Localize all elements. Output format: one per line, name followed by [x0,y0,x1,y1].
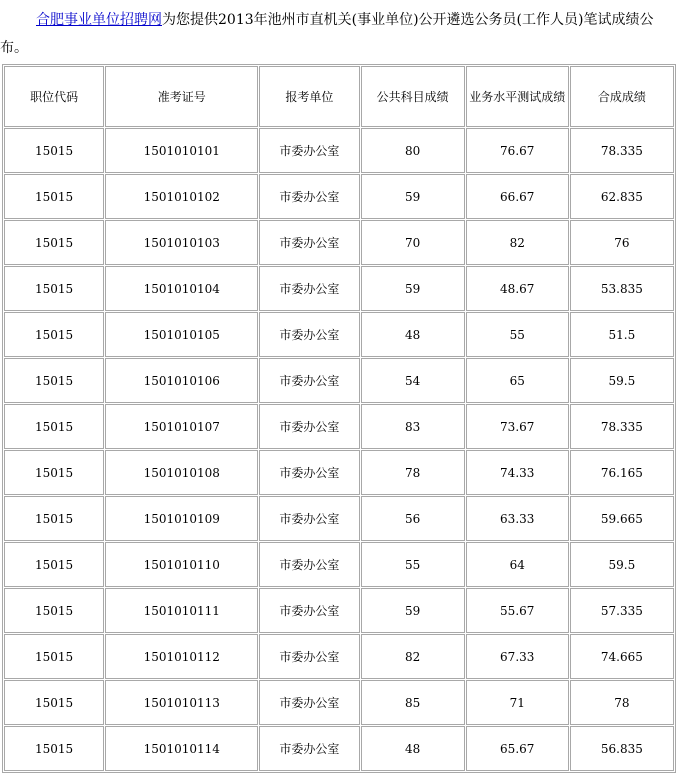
table-row [4,404,674,449]
cell-professional-score: 66.67 [466,174,569,219]
cell-position-code: 15015 [4,358,104,403]
cell-public-score: 55 [361,542,465,587]
cell-public-score: 85 [361,680,465,725]
cell-position-code: 15015 [4,266,104,311]
cell-professional-score: 64 [466,542,569,587]
table-row [4,174,674,219]
cell-professional-score: 74.33 [466,450,569,495]
cell-position-code: 15015 [4,680,104,725]
scores-table [2,64,676,773]
table-header-row [4,66,674,127]
cell-unit: 市委办公室 [259,174,359,219]
cell-position-code: 15015 [4,496,104,541]
cell-public-score: 59 [361,266,465,311]
table-row [4,680,674,725]
cell-total-score: 59.665 [570,496,674,541]
cell-public-score: 80 [361,128,465,173]
cell-ticket-number: 1501010104 [105,266,258,311]
cell-ticket-number: 1501010103 [105,220,258,265]
header-position-code: 职位代码 [4,66,104,127]
cell-ticket-number: 1501010109 [105,496,258,541]
cell-ticket-number: 1501010112 [105,634,258,679]
cell-unit: 市委办公室 [259,266,359,311]
table-row [4,358,674,403]
cell-ticket-number: 1501010114 [105,726,258,771]
cell-total-score: 57.335 [570,588,674,633]
cell-total-score: 78 [570,680,674,725]
cell-position-code: 15015 [4,588,104,633]
cell-unit: 市委办公室 [259,220,359,265]
cell-ticket-number: 1501010110 [105,542,258,587]
cell-public-score: 83 [361,404,465,449]
cell-ticket-number: 1501010102 [105,174,258,219]
cell-position-code: 15015 [4,726,104,771]
cell-position-code: 15015 [4,128,104,173]
cell-public-score: 70 [361,220,465,265]
cell-professional-score: 65.67 [466,726,569,771]
table-row [4,128,674,173]
table-row [4,266,674,311]
cell-position-code: 15015 [4,174,104,219]
cell-ticket-number: 1501010111 [105,588,258,633]
cell-ticket-number: 1501010105 [105,312,258,357]
header-total-score: 合成成绩 [570,66,674,127]
header-professional-score: 业务水平测试成绩 [466,66,569,127]
cell-position-code: 15015 [4,404,104,449]
cell-position-code: 15015 [4,634,104,679]
cell-total-score: 59.5 [570,358,674,403]
table-row [4,542,674,587]
cell-total-score: 78.335 [570,128,674,173]
cell-professional-score: 55.67 [466,588,569,633]
cell-professional-score: 63.33 [466,496,569,541]
cell-professional-score: 55 [466,312,569,357]
table-row [4,634,674,679]
cell-ticket-number: 1501010106 [105,358,258,403]
cell-position-code: 15015 [4,450,104,495]
cell-professional-score: 73.67 [466,404,569,449]
table-row [4,726,674,771]
cell-total-score: 53.835 [570,266,674,311]
intro-text: 为您提供2013年池州市直机关(事业单位)公开遴选公务员(工作人员)笔试成绩公布。 [0,12,654,56]
cell-unit: 市委办公室 [259,312,359,357]
intro-paragraph [0,6,679,62]
cell-total-score: 74.665 [570,634,674,679]
cell-total-score: 51.5 [570,312,674,357]
cell-public-score: 59 [361,174,465,219]
cell-professional-score: 67.33 [466,634,569,679]
table-row [4,588,674,633]
cell-public-score: 48 [361,312,465,357]
table-body [4,128,674,771]
cell-unit: 市委办公室 [259,542,359,587]
cell-position-code: 15015 [4,542,104,587]
cell-position-code: 15015 [4,312,104,357]
cell-ticket-number: 1501010108 [105,450,258,495]
table-row [4,220,674,265]
cell-public-score: 48 [361,726,465,771]
cell-total-score: 62.835 [570,174,674,219]
cell-position-code: 15015 [4,220,104,265]
cell-unit: 市委办公室 [259,128,359,173]
cell-professional-score: 76.67 [466,128,569,173]
site-link[interactable]: 合肥事业单位招聘网 [36,12,162,28]
cell-professional-score: 71 [466,680,569,725]
header-public-score: 公共科目成绩 [361,66,465,127]
cell-public-score: 56 [361,496,465,541]
cell-public-score: 54 [361,358,465,403]
cell-total-score: 78.335 [570,404,674,449]
cell-public-score: 59 [361,588,465,633]
cell-total-score: 56.835 [570,726,674,771]
table-row [4,450,674,495]
cell-ticket-number: 1501010107 [105,404,258,449]
cell-ticket-number: 1501010113 [105,680,258,725]
cell-professional-score: 82 [466,220,569,265]
cell-unit: 市委办公室 [259,634,359,679]
cell-unit: 市委办公室 [259,450,359,495]
cell-ticket-number: 1501010101 [105,128,258,173]
cell-unit: 市委办公室 [259,404,359,449]
cell-public-score: 82 [361,634,465,679]
cell-total-score: 76.165 [570,450,674,495]
cell-unit: 市委办公室 [259,358,359,403]
cell-professional-score: 65 [466,358,569,403]
table-row [4,312,674,357]
header-ticket-number: 准考证号 [105,66,258,127]
table-row [4,496,674,541]
cell-unit: 市委办公室 [259,588,359,633]
cell-unit: 市委办公室 [259,496,359,541]
cell-public-score: 78 [361,450,465,495]
cell-professional-score: 48.67 [466,266,569,311]
cell-total-score: 59.5 [570,542,674,587]
header-unit: 报考单位 [259,66,359,127]
cell-unit: 市委办公室 [259,726,359,771]
cell-total-score: 76 [570,220,674,265]
cell-unit: 市委办公室 [259,680,359,725]
